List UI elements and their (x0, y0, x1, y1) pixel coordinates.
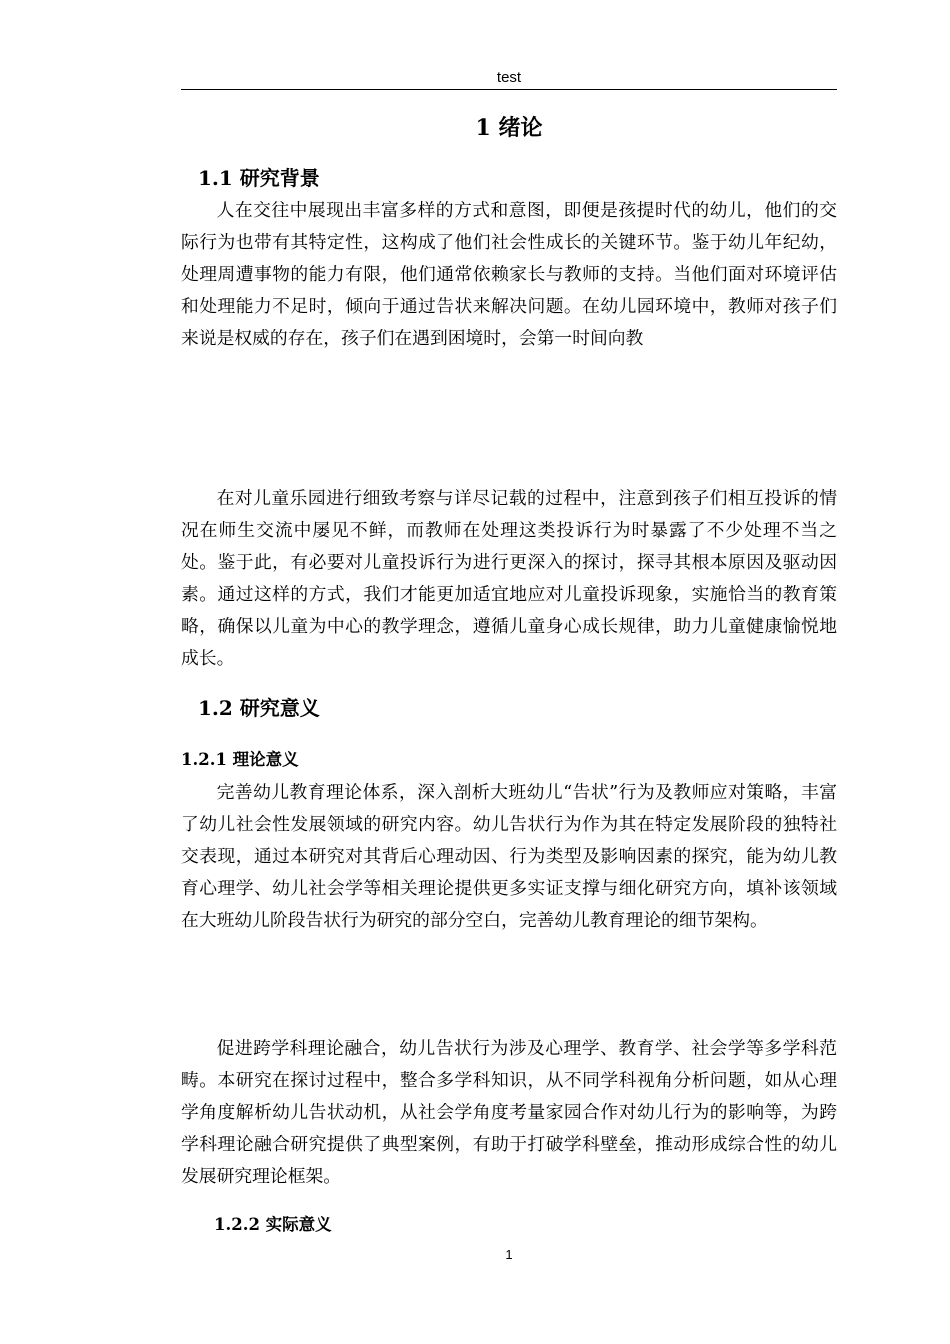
subsection-title-theory: 1.2.1 理论意义 (181, 750, 299, 769)
paragraph-background-1: 人在交往中展现出丰富多样的方式和意图，即便是孩提时代的幼儿，他们的交际行为也带有其特定性，这构成了他们社会性成长的关键环节。鉴于幼儿年纪幼，处理周遭事物的能力有限，他们通常依赖家长与教师的支持。当他们面对环境评估和处理能力不足时，倾向于通过告状来解决问题。在幼儿园环境中，教师对孩子们来说是权威的存在，孩子们在遇到困境时，会第一时间向教 (181, 200, 837, 349)
paragraph-theory-1: 完善幼儿教育理论体系，深入剖析大班幼儿“告状”行为及教师应对策略，丰富了幼儿社会性发展领域的研究内容。幼儿告状行为作为其在特定发展阶段的独特社交表现，通过本研究对其背后心理动因、行为类型及影响因素的探究，能为幼儿教育心理学、幼儿社会学等相关理论提供更多实证支撑与细化研究方向，填补该领域在大班幼儿阶段告状行为研究的部分空白，完善幼儿教育理论的细节架构。 (181, 782, 837, 931)
paragraph-background-2: 在对儿童乐园进行细致考察与详尽记载的过程中，注意到孩子们相互投诉的情况在师生交流中屡见不鲜，而教师在处理这类投诉行为时暴露了不少处理不当之处。鉴于此，有必要对儿童投诉行为进行更深入的探讨，探寻其根本原因及驱动因素。通过这样的方式，我们才能更加适宜地应对儿童投诉现象，实施恰当的教育策略，确保以儿童为中心的教学理念，遵循儿童身心成长规律，助力儿童健康愉悦地成长。 (181, 488, 837, 669)
subsection-title-practice: 1.2.2 实际意义 (214, 1215, 332, 1234)
page-header: test (496, 69, 522, 86)
section-title-significance: 1.2 研究意义 (198, 696, 320, 720)
page-number: 1 (505, 1247, 513, 1262)
paragraph-theory-2: 促进跨学科理论融合，幼儿告状行为涉及心理学、教育学、社会学等多学科范畴。本研究在探讨过程中，整合多学科知识，从不同学科视角分析问题，如从心理学角度解析幼儿告状动机，从社会学角度考量家园合作对幼儿行为的影响等，为跨学科理论融合研究提供了典型案例，有助于打破学科壁垒，推动形成综合性的幼儿发展研究理论框架。 (181, 1038, 837, 1187)
header-rule (181, 89, 837, 90)
chapter-title: 1 绪论 (475, 115, 543, 141)
section-title-background: 1.1 研究背景 (198, 166, 320, 190)
